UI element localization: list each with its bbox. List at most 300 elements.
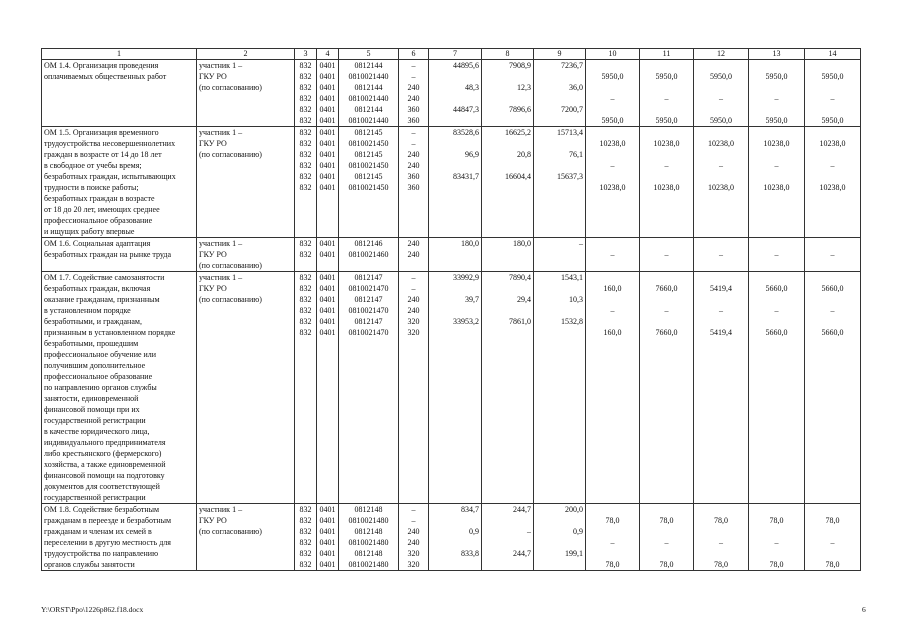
value-year-4 <box>642 60 691 71</box>
code-csr: 0810021440 <box>348 116 389 125</box>
value-year-3 <box>588 171 637 182</box>
code-rzpr: 0401 <box>319 527 336 536</box>
value-year-3 <box>588 504 637 515</box>
value-total-cell <box>429 60 482 127</box>
measure-description: в установленном порядке <box>44 306 131 315</box>
executor-cell <box>197 127 295 238</box>
code-rzpr: 0401 <box>319 328 336 337</box>
code-rzpr: 0401 <box>319 94 336 103</box>
value-year-7: 10238,0 <box>819 139 846 148</box>
column-number: 6 <box>399 49 429 60</box>
code-rzpr-cell <box>317 127 339 238</box>
value-year-7-cell <box>805 127 861 238</box>
code-vr: – <box>411 273 416 282</box>
code-vr: 240 <box>407 83 420 92</box>
code-rzpr: 0401 <box>319 116 336 125</box>
value-year-7: 5950,0 <box>821 72 844 81</box>
value-year-7-cell <box>805 238 861 272</box>
value-year-7-cell <box>805 272 861 504</box>
code-csr: 0810021480 <box>348 538 389 547</box>
code-rzpr: 0401 <box>319 306 336 315</box>
value-year-2: 10,3 <box>569 295 583 304</box>
value-year-7 <box>807 60 858 71</box>
value-year-7 <box>807 504 858 515</box>
value-year-7 <box>807 272 858 283</box>
value-year-5-cell <box>694 238 749 272</box>
value-year-4: 5950,0 <box>655 116 678 125</box>
value-year-6: – <box>774 306 779 315</box>
value-year-5-cell <box>694 60 749 127</box>
value-year-7 <box>807 149 858 160</box>
measure-description-cell <box>42 127 197 238</box>
value-year-6: 5660,0 <box>765 284 788 293</box>
file-path: Y:\ORST\Ppo\1226p862.f18.docx <box>41 605 144 614</box>
code-vr: 240 <box>407 250 420 259</box>
value-year-2 <box>536 71 583 82</box>
value-year-4 <box>642 272 691 283</box>
value-year-5 <box>696 104 746 115</box>
value-year-2 <box>536 138 583 149</box>
code-csr: 0812145 <box>354 150 383 159</box>
value-year-6 <box>751 526 802 537</box>
measure-description: граждан в возрасте от 14 до 18 лет <box>44 150 162 159</box>
code-csr: 0810021480 <box>348 560 389 569</box>
value-year-1 <box>484 160 531 171</box>
value-year-4-cell <box>640 272 694 504</box>
executor: участник 1 – <box>199 128 243 137</box>
code-csr: 0810021470 <box>348 284 389 293</box>
value-year-7 <box>807 104 858 115</box>
code-vr: 240 <box>407 239 420 248</box>
code-grbs: 832 <box>299 516 312 525</box>
code-rzpr-cell <box>317 60 339 127</box>
value-year-6 <box>751 316 802 327</box>
value-year-5 <box>696 127 746 138</box>
value-year-7: 5660,0 <box>821 284 844 293</box>
value-year-3: 78,0 <box>605 560 620 569</box>
value-total <box>431 71 479 82</box>
code-vr: 360 <box>407 105 420 114</box>
value-year-3 <box>588 60 637 71</box>
value-year-7 <box>807 82 858 93</box>
executor: ГКУ РО <box>199 139 227 148</box>
code-csr: 0810021450 <box>348 139 389 148</box>
value-year-4 <box>642 104 691 115</box>
code-vr: – <box>411 139 416 148</box>
executor: ГКУ РО <box>199 250 227 259</box>
code-rzpr: 0401 <box>319 150 336 159</box>
value-year-6 <box>751 548 802 559</box>
measure-description: либо крестьянского (фермерского) <box>44 449 162 458</box>
measure-description: переселении в другую местность для <box>44 538 171 547</box>
value-year-1: 244,7 <box>513 549 531 558</box>
value-total: 83431,7 <box>453 172 479 181</box>
value-year-5: 5419,4 <box>710 328 732 337</box>
value-total <box>431 160 479 171</box>
measure-description: безработных граждан в возрасте <box>44 194 155 203</box>
measure-description: индивидуального предпринимателя <box>44 438 166 447</box>
value-year-3: – <box>610 306 615 315</box>
value-year-1 <box>484 138 531 149</box>
value-total <box>431 182 479 193</box>
executor: ГКУ РО <box>199 284 227 293</box>
value-year-7: – <box>830 161 835 170</box>
value-total: 44847,3 <box>453 105 479 114</box>
value-year-4-cell <box>640 127 694 238</box>
value-year-5: – <box>719 538 723 547</box>
column-number: 9 <box>534 49 586 60</box>
value-total <box>431 138 479 149</box>
executor-cell <box>197 504 295 571</box>
measure-description: профессиональное образование <box>44 372 153 381</box>
value-year-7: 5660,0 <box>821 328 844 337</box>
code-grbs: 832 <box>299 250 312 259</box>
value-year-5 <box>696 548 746 559</box>
column-number: 4 <box>317 49 339 60</box>
value-year-6: 78,0 <box>769 516 784 525</box>
value-year-3: 10238,0 <box>599 139 626 148</box>
code-rzpr: 0401 <box>319 295 336 304</box>
measure-description: финансовой помощи на подготовку <box>44 471 165 480</box>
value-year-6 <box>751 294 802 305</box>
value-total-cell <box>429 238 482 272</box>
value-year-4: 78,0 <box>659 516 674 525</box>
measure-description: безработных граждан, испытывающих <box>44 172 176 181</box>
value-year-6 <box>751 127 802 138</box>
value-year-3: 10238,0 <box>599 183 626 192</box>
value-year-6 <box>751 238 802 249</box>
code-vr: 240 <box>407 527 420 536</box>
value-year-7: 78,0 <box>825 560 840 569</box>
budget-table <box>41 48 861 571</box>
measure-description: профессиональное образование <box>44 216 153 225</box>
code-grbs: 832 <box>299 83 312 92</box>
code-vr-cell <box>399 127 429 238</box>
value-year-2-cell <box>534 272 586 504</box>
value-year-3: 160,0 <box>603 284 622 293</box>
value-year-7-cell <box>805 60 861 127</box>
value-year-6 <box>751 149 802 160</box>
code-vr: 240 <box>407 150 420 159</box>
table-row <box>42 272 861 504</box>
code-csr: 0810021470 <box>348 328 389 337</box>
value-year-4: – <box>664 538 669 547</box>
value-year-3 <box>588 127 637 138</box>
code-csr: 0812147 <box>354 295 383 304</box>
value-year-4: 10238,0 <box>653 183 680 192</box>
value-year-5: 78,0 <box>714 516 728 525</box>
code-grbs-cell <box>295 504 317 571</box>
code-vr: 320 <box>407 317 420 326</box>
value-year-2-cell <box>534 127 586 238</box>
measure-description-cell <box>42 272 197 504</box>
value-total: 96,9 <box>465 150 479 159</box>
value-year-6: 10238,0 <box>763 183 790 192</box>
value-year-6: 78,0 <box>769 560 784 569</box>
executor: участник 1 – <box>199 239 243 248</box>
value-year-1: 7896,6 <box>509 105 531 114</box>
executor: (по согласованию) <box>199 261 262 270</box>
code-rzpr: 0401 <box>319 172 336 181</box>
value-year-1-cell <box>482 60 534 127</box>
measure-description: в качестве юридического лица, <box>44 427 150 436</box>
value-year-2: 7200,7 <box>561 105 583 114</box>
value-total: 33992,9 <box>453 273 479 282</box>
code-csr-cell <box>339 238 399 272</box>
value-year-5: 10238,0 <box>708 183 734 192</box>
value-year-7 <box>807 316 858 327</box>
value-year-5: 78,0 <box>714 560 728 569</box>
value-year-4 <box>642 127 691 138</box>
column-number: 8 <box>482 49 534 60</box>
code-grbs: 832 <box>299 139 312 148</box>
value-year-1: 7890,4 <box>509 273 531 282</box>
code-vr: – <box>411 128 416 137</box>
value-year-1 <box>484 327 531 338</box>
value-total: 0,9 <box>469 527 479 536</box>
measure-description: органов службы занятости <box>44 560 135 569</box>
code-vr-cell <box>399 272 429 504</box>
value-year-2: 1532,8 <box>561 317 583 326</box>
executor: (по согласованию) <box>199 150 262 159</box>
code-csr: 0810021440 <box>348 72 389 81</box>
code-vr: 320 <box>407 549 420 558</box>
measure-description: по направлению органов службы <box>44 383 157 392</box>
value-year-6-cell <box>749 127 805 238</box>
code-grbs-cell <box>295 127 317 238</box>
value-year-5 <box>696 526 746 537</box>
code-vr: – <box>411 61 416 70</box>
code-vr: 360 <box>407 183 420 192</box>
code-grbs: 832 <box>299 94 312 103</box>
value-year-7 <box>807 294 858 305</box>
code-rzpr: 0401 <box>319 505 336 514</box>
code-vr-cell <box>399 238 429 272</box>
value-total: 83528,6 <box>453 128 479 137</box>
table-row <box>42 127 861 238</box>
value-year-2 <box>536 537 583 548</box>
value-year-3-cell <box>586 127 640 238</box>
value-year-7: – <box>830 306 835 315</box>
code-csr: 0812148 <box>354 549 383 558</box>
table-row <box>42 238 861 272</box>
value-total <box>431 93 479 104</box>
code-grbs: 832 <box>299 284 312 293</box>
code-csr: 0812144 <box>354 61 383 70</box>
measure-description: оказание гражданам, признанным <box>44 295 160 304</box>
code-grbs: 832 <box>299 527 312 536</box>
column-number: 3 <box>295 49 317 60</box>
value-year-4 <box>642 149 691 160</box>
value-year-7: 5950,0 <box>821 116 844 125</box>
value-year-4 <box>642 171 691 182</box>
code-grbs: 832 <box>299 328 312 337</box>
value-year-3-cell <box>586 60 640 127</box>
value-year-1-cell <box>482 238 534 272</box>
column-number: 14 <box>805 49 861 60</box>
measure-description: трудоустройства по направлению <box>44 549 159 558</box>
measure-description: трудоустройства несовершеннолетних <box>44 139 176 148</box>
executor: (по согласованию) <box>199 83 262 92</box>
code-vr: 360 <box>407 172 420 181</box>
value-year-1 <box>484 515 531 526</box>
value-total: 44895,6 <box>453 61 479 70</box>
value-total: 834,7 <box>461 505 479 514</box>
measure-description: ОМ 1.7. Содействие самозанятости <box>44 273 165 282</box>
value-year-5: – <box>719 250 723 259</box>
value-year-6-cell <box>749 504 805 571</box>
code-grbs: 832 <box>299 239 312 248</box>
measure-description: ОМ 1.6. Социальная адаптация <box>44 239 151 248</box>
code-grbs: 832 <box>299 505 312 514</box>
value-year-5 <box>696 171 746 182</box>
value-year-3: 160,0 <box>603 328 622 337</box>
value-year-7: – <box>830 538 835 547</box>
value-year-2 <box>536 115 583 126</box>
value-year-2 <box>536 93 583 104</box>
value-year-3-cell <box>586 238 640 272</box>
value-year-2: – <box>579 239 583 248</box>
code-grbs: 832 <box>299 61 312 70</box>
value-year-5-cell <box>694 127 749 238</box>
value-year-5-cell <box>694 504 749 571</box>
code-vr: – <box>411 72 416 81</box>
value-year-4 <box>642 294 691 305</box>
measure-description: государственной регистрации <box>44 416 146 425</box>
value-year-7: – <box>830 250 835 259</box>
value-year-3 <box>588 272 637 283</box>
value-year-2: 15637,3 <box>557 172 583 181</box>
code-csr: 0812144 <box>354 83 383 92</box>
value-year-6 <box>751 272 802 283</box>
code-vr-cell <box>399 60 429 127</box>
value-year-6: – <box>774 161 779 170</box>
value-year-5: 5950,0 <box>710 116 732 125</box>
value-year-1: 29,4 <box>517 295 531 304</box>
value-year-5: – <box>719 94 723 103</box>
code-grbs: 832 <box>299 72 312 81</box>
measure-description-cell <box>42 238 197 272</box>
value-total: 180,0 <box>461 239 479 248</box>
measure-description: и ищущих работу впервые <box>44 227 135 236</box>
code-grbs: 832 <box>299 560 312 569</box>
value-year-1-cell <box>482 127 534 238</box>
value-year-1: 180,0 <box>513 239 531 248</box>
value-year-7: 10238,0 <box>819 183 846 192</box>
value-year-4: 5950,0 <box>655 72 678 81</box>
value-year-3-cell <box>586 504 640 571</box>
value-year-1 <box>484 559 531 570</box>
value-year-6-cell <box>749 60 805 127</box>
value-year-1: – <box>527 527 531 536</box>
measure-description: занятости, единовременной <box>44 394 139 403</box>
value-year-7 <box>807 127 858 138</box>
value-year-6 <box>751 504 802 515</box>
value-year-1 <box>484 115 531 126</box>
code-rzpr: 0401 <box>319 139 336 148</box>
code-csr-cell <box>339 127 399 238</box>
column-number: 5 <box>339 49 399 60</box>
value-year-7-cell <box>805 504 861 571</box>
code-csr: 0810021450 <box>348 183 389 192</box>
code-grbs: 832 <box>299 295 312 304</box>
value-year-4 <box>642 82 691 93</box>
executor-cell <box>197 60 295 127</box>
code-csr: 0810021440 <box>348 94 389 103</box>
measure-description-cell <box>42 504 197 571</box>
column-number: 7 <box>429 49 482 60</box>
value-year-1: 7861,0 <box>509 317 531 326</box>
code-vr: 320 <box>407 328 420 337</box>
value-year-4-cell <box>640 504 694 571</box>
measure-description-cell <box>42 60 197 127</box>
measure-description: хозяйства, а также единовременной <box>44 460 166 469</box>
code-rzpr: 0401 <box>319 560 336 569</box>
code-vr: – <box>411 284 416 293</box>
value-year-3 <box>588 238 637 249</box>
code-vr-cell <box>399 504 429 571</box>
code-vr: 360 <box>407 116 420 125</box>
code-csr: 0810021460 <box>348 250 389 259</box>
value-year-2: 1543,1 <box>561 273 583 282</box>
value-total: 33953,2 <box>453 317 479 326</box>
code-grbs: 832 <box>299 317 312 326</box>
value-year-2 <box>536 515 583 526</box>
value-year-1: 16625,2 <box>505 128 531 137</box>
code-csr: 0812146 <box>354 239 383 248</box>
value-total: 833,8 <box>461 549 479 558</box>
code-grbs: 832 <box>299 161 312 170</box>
value-year-3 <box>588 149 637 160</box>
measure-description: профессиональное обучение или <box>44 350 157 359</box>
code-csr: 0812147 <box>354 273 383 282</box>
code-grbs: 832 <box>299 150 312 159</box>
code-grbs: 832 <box>299 105 312 114</box>
code-rzpr: 0401 <box>319 239 336 248</box>
measure-description: гражданам в переезде и безработным <box>44 516 172 525</box>
value-year-5: 5950,0 <box>710 72 732 81</box>
value-year-6 <box>751 60 802 71</box>
value-year-4 <box>642 548 691 559</box>
value-year-5 <box>696 82 746 93</box>
value-year-4 <box>642 238 691 249</box>
value-year-1: 12,3 <box>517 83 531 92</box>
value-year-6 <box>751 171 802 182</box>
value-year-5: 5419,4 <box>710 284 732 293</box>
value-year-7 <box>807 548 858 559</box>
value-year-2: 200,0 <box>565 505 583 514</box>
value-year-6: – <box>774 94 779 103</box>
value-year-1 <box>484 71 531 82</box>
code-grbs: 832 <box>299 183 312 192</box>
value-year-2-cell <box>534 238 586 272</box>
value-year-3 <box>588 82 637 93</box>
code-rzpr: 0401 <box>319 273 336 282</box>
executor: ГКУ РО <box>199 516 227 525</box>
column-number: 12 <box>694 49 749 60</box>
value-year-1 <box>484 249 531 260</box>
value-year-4 <box>642 526 691 537</box>
column-number: 1 <box>42 49 197 60</box>
code-rzpr-cell <box>317 504 339 571</box>
value-year-7: 78,0 <box>825 516 840 525</box>
value-year-3 <box>588 316 637 327</box>
value-total: 48,3 <box>465 83 479 92</box>
executor-cell <box>197 272 295 504</box>
value-year-6: 5660,0 <box>765 328 788 337</box>
value-year-2-cell <box>534 60 586 127</box>
code-csr-cell <box>339 60 399 127</box>
